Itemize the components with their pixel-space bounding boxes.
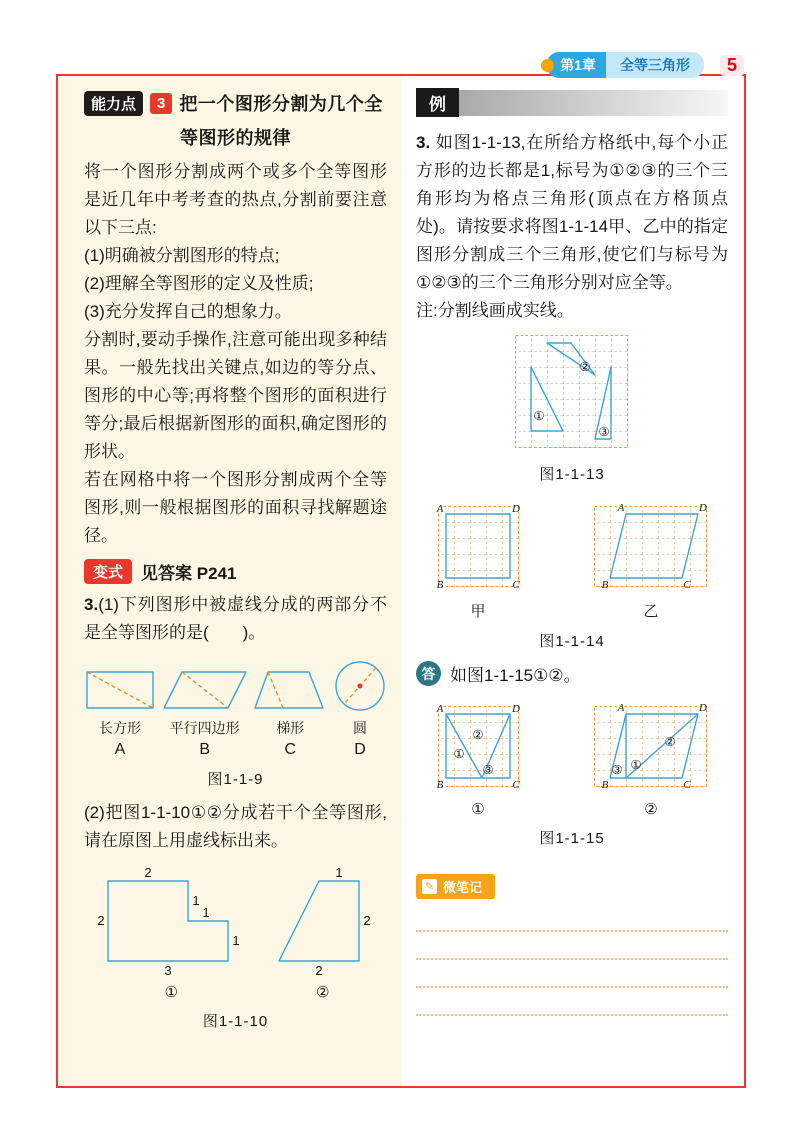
note-line [416, 988, 728, 1016]
shape-name: 平行四边形 [169, 720, 240, 736]
note-line [416, 932, 728, 960]
question-1 [84, 591, 387, 647]
rectangle-shape [84, 667, 156, 713]
grid-solution-parallelogram [584, 694, 718, 796]
option-d [333, 659, 387, 759]
region-2-label: ② [664, 734, 676, 749]
vertex-c: C [512, 779, 520, 791]
ability-point-title: 把一个图形分割为几个全 [179, 94, 383, 114]
figure-jia [426, 494, 530, 621]
ability-point-heading [84, 90, 387, 150]
grid-parallelogram-yi [584, 494, 718, 596]
region-2-label: ② [472, 727, 484, 742]
point-item-2: (2)理解全等图形的定义及性质; [84, 274, 314, 293]
dim-bottom: 3 [164, 963, 172, 978]
variant-badge: 变式 [84, 559, 132, 584]
micro-note-badge [416, 874, 495, 899]
ability-point-title-line2: 等图形的规律 [180, 128, 291, 148]
region-3-label: ③ [482, 762, 494, 777]
micro-note-label: 微笔记 [443, 880, 483, 895]
triangle-1-label: ① [533, 408, 545, 423]
question-2: (2)把图1-1-10①②分成若干个全等图形,请在原图上用虚线标出来。 [84, 803, 387, 850]
problem-text: 如图1-1-13,在所给方格纸中,每个小正方形的边长都是1,标号为①②③的三个三角形均为格点三角形(顶点在方格顶点处)。请按要求将图1-1-14甲、乙中的指定图形分割成三个三角形,使它们与标号为①②③的三个三角形分别对应全等。 [416, 133, 728, 292]
solution-1 [426, 694, 530, 818]
vertex-a: A [617, 502, 625, 514]
dim-right: 1 [232, 933, 240, 948]
solution-1-label: ① [471, 801, 485, 818]
vertex-b: B [601, 779, 609, 791]
region-1-label: ① [453, 746, 465, 761]
point-item-3: (3)充分发挥自己的想象力。 [84, 302, 292, 321]
answer-badge: 答 [416, 661, 441, 686]
shape-name: 梯形 [276, 720, 305, 736]
variant-row [84, 559, 387, 584]
vertex-b: B [436, 779, 444, 791]
shape-name: 长方形 [99, 720, 141, 736]
option-letter: D [354, 741, 366, 758]
vertex-a: A [617, 702, 625, 714]
example-gradient-bar [459, 90, 728, 116]
figure-1-1-14 [416, 494, 728, 621]
chapter-badge: 第1章 [547, 52, 606, 78]
grid-tip-paragraph: 若在网格中将一个图形分割成两个全等图形,则一般根据图形的面积寻找解题途径。 [84, 470, 387, 545]
ability-point-badge: 能力点 [84, 91, 143, 116]
figure-1-1-15-caption: 图1-1-15 [539, 830, 605, 847]
dim-left: 2 [97, 913, 105, 928]
l-shape-polygon [96, 867, 246, 979]
figure-1-1-10-2 [271, 867, 375, 1001]
dim-step-h: 1 [202, 905, 210, 920]
vertex-b: B [601, 579, 609, 591]
trapezoid-shape [253, 667, 327, 713]
figure-1-1-9 [84, 659, 387, 759]
vertex-d: D [699, 502, 707, 514]
dim-step-v: 1 [192, 893, 200, 908]
example-badge: 例 [416, 88, 459, 117]
pencil-icon: ✎ [422, 879, 437, 894]
intro-paragraph: 将一个图形分割成两个或多个全等图形是近几年中考考查的热点,分割前要注意以下三点: [84, 162, 387, 237]
vertex-c: C [512, 579, 520, 591]
parallelogram-shape [162, 667, 248, 713]
region-3-label: ③ [611, 762, 623, 777]
question-1-text: (1)下列图形中被虚线分成的两部分不是全等图形的是( )。 [84, 595, 387, 642]
dim-top: 2 [144, 867, 152, 880]
figure-1-1-13-caption: 图1-1-13 [539, 466, 605, 483]
answer-row [416, 661, 728, 686]
option-letter: A [114, 741, 126, 758]
note-lines [416, 904, 728, 1016]
option-c [253, 667, 327, 759]
solution-2 [584, 694, 718, 818]
option-letter: B [199, 741, 210, 758]
dim-right: 2 [363, 913, 371, 928]
figure-1-1-10 [84, 867, 387, 1001]
dim-top: 1 [335, 867, 343, 880]
note-line [416, 904, 728, 932]
note-text: 注:分割线画成实线。 [416, 301, 574, 320]
page-header [541, 52, 744, 78]
vertex-d: D [699, 702, 707, 714]
point-item-1: (1)明确被分割图形的特点; [84, 246, 280, 265]
shape-name: 圆 [352, 720, 367, 736]
figure-1-1-9-caption: 图1-1-9 [207, 771, 264, 788]
content-frame [56, 74, 746, 1088]
option-letter: C [284, 741, 297, 758]
option-a [84, 667, 156, 759]
vertex-c: C [683, 779, 691, 791]
example-problem [416, 129, 728, 297]
chapter-title-badge: 全等三角形 [606, 52, 704, 78]
solution-2-label: ② [644, 801, 658, 818]
grid-solution-square [426, 694, 530, 796]
variant-answer-ref: 见答案 P241 [141, 564, 237, 583]
triangle-3-label: ③ [598, 424, 610, 439]
ability-point-number: 3 [150, 93, 172, 114]
grid-square-jia [426, 494, 530, 596]
label-jia: 甲 [470, 603, 486, 620]
figure-1-label: ① [164, 984, 178, 1001]
circle-shape [333, 659, 387, 713]
question-1-number: 3. [84, 595, 99, 614]
region-1-label: ① [630, 757, 642, 772]
vertex-a: A [436, 703, 444, 715]
figure-1-1-15 [416, 694, 728, 818]
note-line [416, 960, 728, 988]
label-yi: 乙 [643, 603, 659, 620]
method-paragraph: 分割时,要动手操作,注意可能出现多种结果。一般先找出关键点,如边的等分点、图形的中心等;再将整个图形的面积进行等分;最后根据新图形的面积,确定图形的形状。 [84, 330, 387, 461]
triangle-2-label: ② [579, 359, 591, 374]
dim-bottom: 2 [315, 963, 323, 978]
page-number: 5 [720, 55, 744, 76]
vertex-a: A [436, 503, 444, 515]
left-column [58, 76, 402, 1086]
vertex-b: B [436, 579, 444, 591]
option-b [162, 667, 248, 759]
problem-number: 3. [416, 133, 431, 152]
answer-text: 如图1-1-15①②。 [450, 666, 581, 685]
trapezoid-polygon [271, 867, 375, 979]
figure-1-1-10-1 [96, 867, 246, 1001]
vertex-c: C [683, 579, 691, 591]
vertex-d: D [512, 503, 520, 515]
header-dot-icon [541, 59, 554, 72]
figure-1-1-13 [416, 335, 728, 454]
figure-1-1-10-caption: 图1-1-10 [202, 1013, 269, 1030]
right-column [402, 76, 744, 1086]
example-header [416, 88, 728, 117]
grid-figure-1-1-13 [515, 335, 629, 449]
figure-1-1-14-caption: 图1-1-14 [539, 633, 605, 650]
figure-2-label: ② [316, 984, 330, 1001]
vertex-d: D [512, 703, 520, 715]
figure-yi [584, 494, 718, 621]
